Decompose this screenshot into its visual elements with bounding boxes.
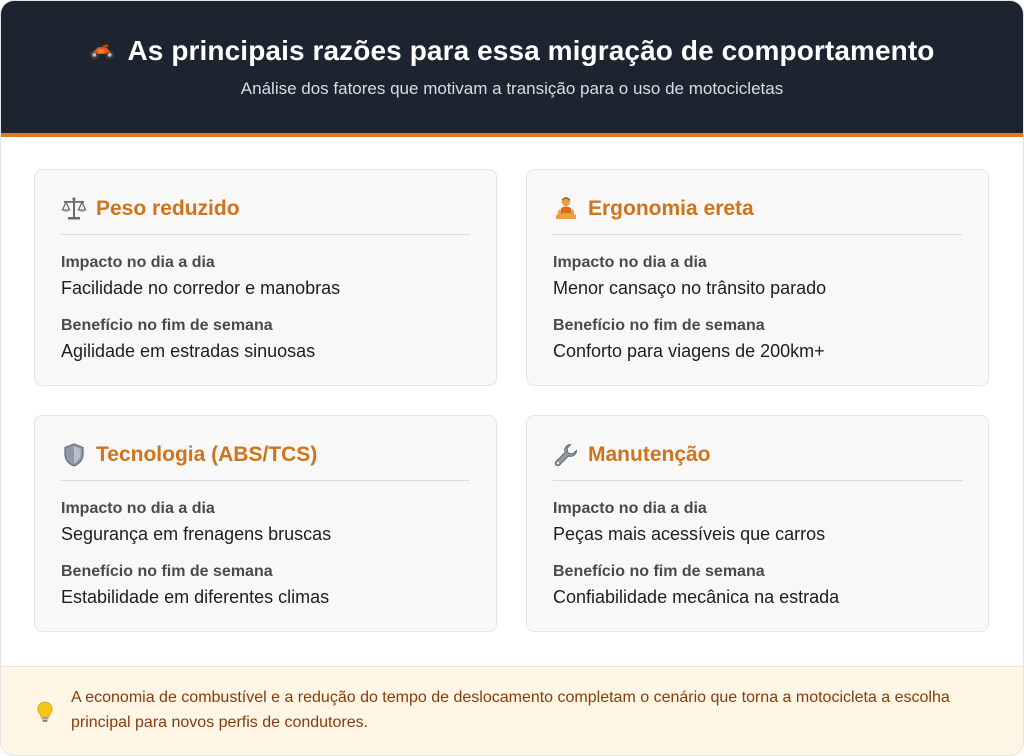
footer-note [1,666,1023,755]
header-banner [1,1,1023,137]
daily-impact-value: Peças mais acessíveis que carros [553,524,826,544]
card-header [553,196,962,235]
card-header [61,196,470,235]
daily-impact-label: Impacto no dia a dia [553,254,707,271]
card-title: Peso reduzido [96,197,240,220]
daily-impact-label: Impacto no dia a dia [61,254,215,271]
reason-card-tecnologia [34,415,497,632]
person-sitting-icon [553,196,579,222]
weekend-benefit-value: Agilidade em estradas sinuosas [61,341,316,361]
weekend-benefit-value: Confiabilidade mecânica na estrada [553,587,840,607]
daily-impact-value: Segurança em frenagens bruscas [61,524,332,544]
reason-card-ergonomia [526,169,989,386]
motorcycle-icon [89,38,115,64]
wrench-icon [553,442,579,468]
card-title: Ergonomia ereta [588,197,754,220]
weekend-benefit-label: Benefício no fim de semana [61,563,273,580]
lightbulb-icon [35,701,55,723]
scales-icon [61,196,87,222]
daily-impact-label: Impacto no dia a dia [61,500,215,517]
shield-icon [61,442,87,468]
weekend-benefit-value: Conforto para viagens de 200km+ [553,341,825,361]
footer-text: A economia de combustível e a redução do tempo de deslocamento completam o cenário que torna a motocicleta a escolha principal para novos perfis de condutores. [71,689,950,731]
daily-impact-label: Impacto no dia a dia [553,500,707,517]
card-title: Tecnologia (ABS/TCS) [96,443,318,466]
weekend-benefit-label: Benefício no fim de semana [553,317,765,334]
page-subtitle: Análise dos fatores que motivam a transição para o uso de motocicletas [240,79,784,98]
card-header [61,442,470,481]
reason-card-peso [34,169,497,386]
weekend-benefit-value: Estabilidade em diferentes climas [61,587,330,607]
daily-impact-value: Menor cansaço no trânsito parado [553,278,827,298]
page-title: As principais razões para essa migração de comportamento [127,35,935,66]
title-row [1,35,1023,67]
weekend-benefit-label: Benefício no fim de semana [61,317,273,334]
card-title: Manutenção [588,443,711,466]
weekend-benefit-label: Benefício no fim de semana [553,563,765,580]
daily-impact-value: Facilidade no corredor e manobras [61,278,341,298]
card-header [553,442,962,481]
reason-card-manutencao [526,415,989,632]
